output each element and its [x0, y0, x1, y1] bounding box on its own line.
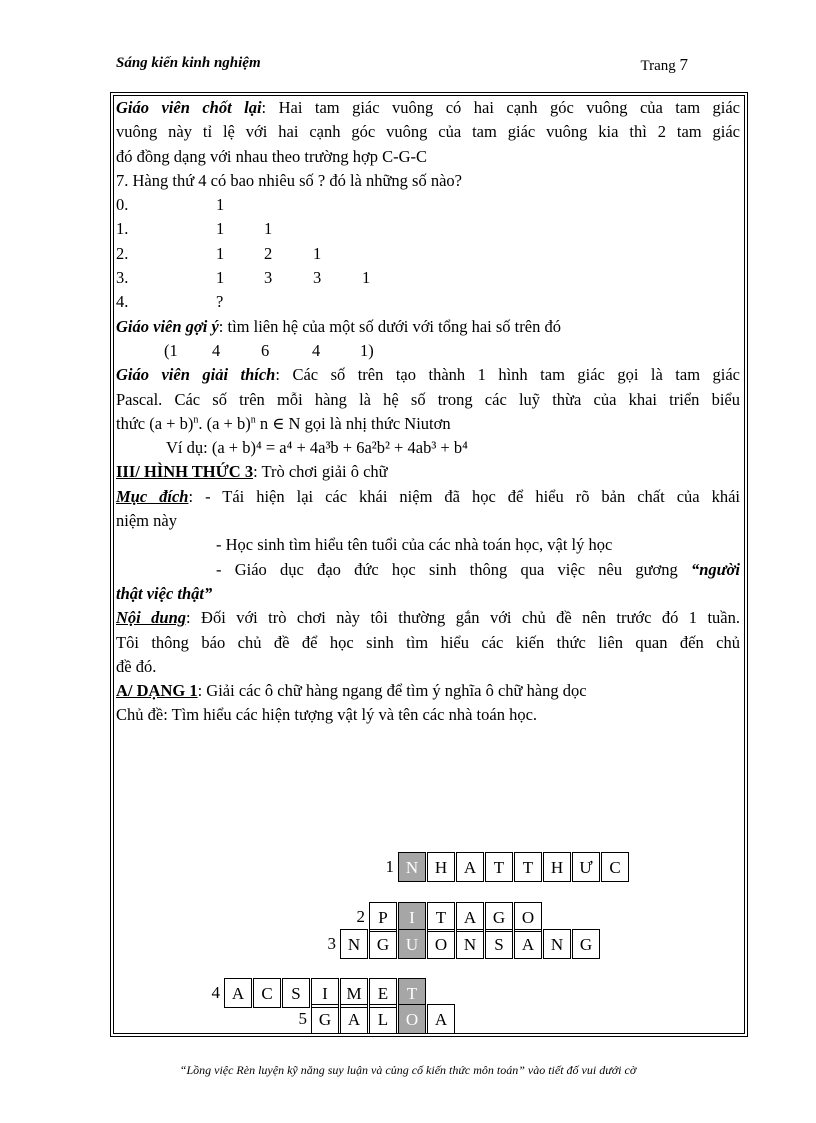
pascal-value: 1 [216, 243, 225, 263]
crossword-cell: N [456, 929, 484, 959]
crossword-cell: G [572, 929, 600, 959]
purpose-b2b: “người [690, 559, 740, 579]
crossword-key-cell: T [398, 978, 426, 1008]
pascal-row-1 [116, 217, 740, 241]
crossword-key-cell: U [398, 929, 426, 959]
crossword-cell: C [601, 852, 629, 882]
crossword-cell: N [340, 929, 368, 959]
pascal-value: 1 [362, 268, 371, 288]
crossword-cell: O [514, 902, 542, 932]
p1-text1: Hai tam giác vuông có hai cạnh góc vuông của tam giác [278, 98, 740, 117]
content-line3: đề đó. [116, 656, 157, 676]
pascal-row-0 [116, 193, 740, 217]
hint-value: 6 [261, 340, 270, 360]
pascal-triangle [116, 193, 740, 314]
explain-line3: thức $(a + b)^n$. $(a + b)^n$ n ∈ N gọi là nhị thức Niutơn [116, 413, 451, 433]
crossword-cell: G [369, 929, 397, 959]
crossword-cell: A [514, 929, 542, 959]
purpose-bullet1: - Học sinh tìm hiểu tên tuổi của các nhà toán học, vật lý học [216, 535, 613, 555]
crossword-cell: I [311, 978, 339, 1008]
pascal-value: 3 [313, 268, 322, 288]
p1-line1: Giáo viên chốt lại: Hai tam giác vuông có hai cạnh góc vuông của tam giác [116, 98, 740, 117]
explain-text1: Các số trên tạo thành 1 hình tam giác gọi là tam giác [292, 365, 740, 385]
hint-value: 4 [312, 340, 321, 360]
p1-line2: vuông này tỉ lệ với hai cạnh góc vuông của tam giác vuông kia thì 2 tam giác [116, 122, 740, 142]
crossword-cell: A [456, 852, 484, 882]
question-7: 7. Hàng thứ 4 có bao nhiêu số ? đó là những số nào? [116, 170, 462, 190]
explain-l3c: n ∈ N gọi là nhị thức Niutơn [255, 413, 451, 433]
crossword-key-cell: O [398, 1004, 426, 1034]
explain-l3b: . (a + b) [198, 413, 251, 433]
explain-l3a: thức (a + b) [116, 413, 194, 433]
document-body [116, 96, 740, 728]
crossword-key-cell: I [398, 902, 426, 932]
crossword-cell: O [427, 929, 455, 959]
content-line2: Tôi thông báo chủ đề để học sinh tìm hiểu các kiến thức liên quan đến chủ [116, 632, 740, 652]
crossword-clue-number: 2 [356, 907, 365, 926]
crossword-cell: G [311, 1004, 339, 1034]
crossword-cell: S [485, 929, 513, 959]
form-1-heading [116, 679, 740, 703]
pascal-value: 1 [216, 195, 225, 215]
crossword-cell: H [543, 852, 571, 882]
pascal-value: 2 [264, 243, 273, 263]
pascal-row-label: 3. [116, 268, 129, 288]
pascal-value: 3 [264, 268, 273, 288]
topic-line: Chủ đề: Tìm hiểu các hiện tượng vật lý và tên các nhà toán học. [116, 705, 538, 725]
pascal-value: ? [216, 292, 224, 312]
header-title: Sáng kiến kinh nghiệm [116, 55, 261, 71]
crossword-cell: A [340, 1004, 368, 1034]
header-page-label: Trang [640, 58, 676, 74]
purpose-line2: niệm này [116, 511, 177, 531]
pascal-row-3 [116, 266, 740, 290]
crossword-cell: Ư [572, 852, 600, 882]
crossword-cell: H [427, 852, 455, 882]
crossword-cell: C [253, 978, 281, 1008]
pascal-value: 1 [264, 219, 273, 239]
section-3-rest: : Trò chơi giải ô chữ [253, 462, 388, 482]
crossword-cell: S [282, 978, 310, 1008]
pascal-row-4 [116, 290, 740, 314]
pascal-row-label: 0. [116, 195, 129, 215]
crossword-cell: A [427, 1004, 455, 1034]
crossword-cell: A [224, 978, 252, 1008]
explain-line2: Pascal. Các số trên mỗi hàng là hệ số trong các luỹ thừa của khai triển biểu [116, 389, 740, 409]
crossword-clue-number: 1 [385, 857, 394, 876]
hint-value: (1 [164, 340, 178, 360]
crossword-clue-number: 5 [298, 1009, 307, 1028]
form-1-rest: : Giải các ô chữ hàng ngang để tìm ý nghĩa ô chữ hàng dọc [197, 681, 587, 701]
crossword-cell: M [340, 978, 368, 1008]
crossword-clue-number: 3 [327, 934, 336, 953]
hint-row [116, 339, 740, 363]
form-1-title: A/ DẠNG 1 [116, 681, 198, 701]
explain-line1: Giáo viên giải thích: Các số trên tạo thành 1 hình tam giác gọi là tam giác [116, 365, 740, 385]
hint-line: Giáo viên gợi ý: tìm liên hệ của một số dưới với tổng hai số trên đó [116, 316, 561, 336]
crossword-clue-number: 4 [211, 983, 220, 1002]
content-text1: : Đối với trò chơi này tôi thường gắn với chủ đề nên trước đó 1 tuần. [186, 608, 740, 628]
crossword-cell: A [456, 902, 484, 932]
header-page [640, 55, 688, 75]
section-3-title: III/ HÌNH THỨC 3 [116, 462, 254, 482]
crossword-cell: G [485, 902, 513, 932]
content-line1 [116, 606, 740, 630]
pascal-row-2 [116, 242, 740, 266]
page-number: 7 [679, 55, 688, 74]
pascal-row-label: 2. [116, 243, 129, 263]
p1-lead: Giáo viên chốt lại [116, 98, 262, 117]
pascal-value: 1 [313, 243, 322, 263]
pascal-value: 1 [216, 268, 225, 288]
crossword-cell: T [514, 852, 542, 882]
explain-lead: Giáo viên giải thích [116, 365, 276, 385]
crossword-cell: E [369, 978, 397, 1008]
crossword-cell: T [427, 902, 455, 932]
example-line: Ví dụ: (a + b)⁴ = a⁴ + 4a³b + 6a²b² + 4ab³ + b⁴ [166, 438, 468, 458]
hint-text: tìm liên hệ của một số dưới với tổng hai số trên đó [227, 316, 561, 336]
pascal-row-label: 4. [116, 292, 129, 312]
content-lead: Nội dung [116, 608, 187, 628]
section-3-heading [116, 460, 740, 484]
hint-value: 1) [360, 340, 374, 360]
purpose-lead: Mục đích [116, 486, 189, 506]
crossword-cell: T [485, 852, 513, 882]
purpose-text1: : - Tái hiện lại các khái niệm đã học để hiểu rõ bản chất của khái [188, 486, 740, 506]
purpose-line1 [116, 485, 740, 509]
crossword-cell: N [543, 929, 571, 959]
purpose-b2a: - Giáo dục đạo đức học sinh thông qua việc nêu gương [216, 559, 691, 579]
hint-value: 4 [212, 340, 221, 360]
page-footer: “Lồng việc Rèn luyện kỹ năng suy luận và củng cố kiến thức môn toán” vào tiết đố vui dưới cờ [179, 1063, 637, 1077]
pascal-value: 1 [216, 219, 225, 239]
purpose-bullet2 [116, 558, 740, 582]
p1-line3: đó đồng dạng với nhau theo trường hợp C-G-C [116, 146, 428, 166]
crossword-key-cell: N [398, 852, 426, 882]
crossword-cell: L [369, 1004, 397, 1034]
purpose-bullet2-cont: thật việc thật” [116, 583, 213, 603]
crossword-cell: P [369, 902, 397, 932]
pascal-row-label: 1. [116, 219, 129, 239]
page-header [116, 55, 688, 77]
hint-lead: Giáo viên gợi ý [116, 316, 219, 336]
